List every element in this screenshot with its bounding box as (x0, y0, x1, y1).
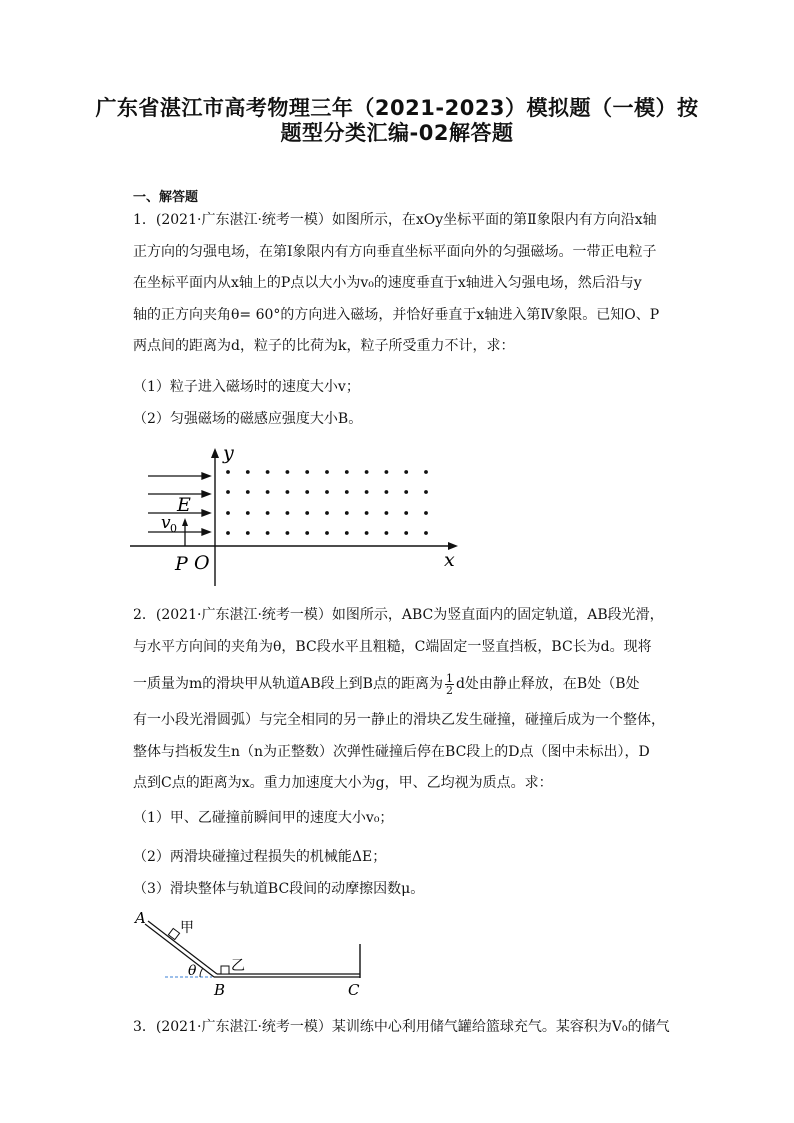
field-dot (226, 490, 230, 494)
question-1-line: 轴的正方向夹角θ= 60°的方向进入磁场，并恰好垂直于x轴进入第Ⅳ象限。已知O、P (133, 306, 660, 323)
question-1-subquestion-2: （2）匀强磁场的磁感应强度大小B。 (133, 411, 363, 427)
field-dot (404, 511, 408, 515)
question-1-text (133, 205, 663, 363)
field-dot (226, 470, 230, 474)
field-dot (345, 531, 349, 535)
one-half-fraction (445, 673, 454, 696)
field-dot (305, 490, 309, 494)
field-dot (246, 470, 250, 474)
magnetic-field-dots (226, 470, 428, 535)
field-dot (325, 531, 329, 535)
field-dot (246, 531, 250, 535)
field-dot (305, 511, 309, 515)
field-dot (424, 511, 428, 515)
point-p-label: P (175, 553, 188, 575)
origin-label: O (194, 552, 210, 574)
field-dot (286, 531, 290, 535)
y-axis-label: y (223, 442, 234, 464)
point-c-label: C (348, 981, 360, 999)
x-axis-label: x (444, 549, 455, 571)
field-dot (266, 511, 270, 515)
question-3-line: 3．(2021·广东湛江·统考一模）某训练中心利用储气罐给篮球充气。某容积为V₀的储气 (133, 1019, 670, 1035)
field-dot (325, 490, 329, 494)
fraction-numerator: 1 (445, 671, 453, 685)
question-2-line: 与水平方向间的夹角为θ，BC段水平且粗糙，C端固定一竖直挡板，BC长为d。现将 (133, 638, 652, 655)
field-dot (385, 470, 389, 474)
field-dot (325, 470, 329, 474)
question-2-line-3-end: d处由静止释放，在B处（B处 (455, 676, 640, 692)
field-dot (266, 490, 270, 494)
question-1-line: 两点间的距离为d，粒子的比荷为k，粒子所受重力不计，求： (133, 338, 515, 354)
field-dot (365, 511, 369, 515)
velocity-label: v (161, 513, 171, 533)
question-2-subquestion-3: （3）滑块整体与轨道BC段间的动摩擦因数μ。 (133, 881, 425, 897)
field-dot (345, 511, 349, 515)
field-dot (345, 470, 349, 474)
field-label-e: E (177, 494, 191, 516)
field-dot (286, 511, 290, 515)
field-dot (226, 511, 230, 515)
question-2-text (133, 600, 663, 800)
field-dot (246, 511, 250, 515)
field-dot (365, 470, 369, 474)
section-heading: 一、解答题 (133, 190, 199, 205)
point-b-label: B (214, 981, 226, 999)
question-1-line: 在坐标平面内从x轴上的P点以大小为v₀的速度垂直于x轴进入匀强电场，然后沿与y (133, 275, 642, 291)
velocity-label-subscript: 0 (170, 522, 177, 535)
question-1-figure (130, 440, 470, 590)
document-title-line-2: 题型分类汇编-02解答题 (280, 121, 514, 145)
fraction-denominator: 2 (445, 683, 453, 697)
question-1-line: 1．(2021·广东湛江·统考一模）如图所示，在xOy坐标平面的第Ⅱ象限内有方向沿x轴 (133, 212, 657, 228)
field-dot (286, 470, 290, 474)
field-dot (325, 511, 329, 515)
question-2-line: 整体与挡板发生n（n为正整数）次弹性碰撞后停在BC段上的D点（图中未标出），D (133, 743, 650, 760)
block-yi (221, 966, 229, 974)
field-dot (345, 490, 349, 494)
field-dot (286, 490, 290, 494)
question-1-line: 正方向的匀强电场，在第Ⅰ象限内有方向垂直坐标平面向外的匀强磁场。一带正电粒子 (133, 243, 657, 260)
field-dot (385, 531, 389, 535)
field-dot (365, 490, 369, 494)
question-2-figure (130, 908, 370, 1000)
block-yi-label: 乙 (231, 958, 245, 974)
velocity-arrow-icon (182, 518, 188, 526)
field-dot (385, 511, 389, 515)
field-dot (424, 531, 428, 535)
field-dot (266, 470, 270, 474)
question-3-text (133, 1012, 670, 1044)
question-2-line-3-start: 一质量为m的滑块甲从轨道AB段上到B点的距离为 (133, 676, 443, 692)
field-dot (404, 470, 408, 474)
field-dot (424, 470, 428, 474)
field-dot (365, 531, 369, 535)
question-2-line: 2．(2021·广东湛江·统考一模）如图所示，ABC为竖直面内的固定轨道，AB段光滑， (133, 607, 664, 623)
field-dot (385, 490, 389, 494)
point-a-label: A (135, 909, 146, 927)
question-2-line (133, 663, 663, 705)
field-dot (246, 490, 250, 494)
document-title-line-1: 广东省湛江市高考物理三年（2021-2023）模拟题（一模）按 (95, 96, 699, 120)
question-2-subquestion-1: （1）甲、乙碰撞前瞬间甲的速度大小v₀； (133, 810, 394, 826)
field-dot (404, 490, 408, 494)
angle-arc (200, 968, 203, 977)
y-axis-arrow-icon (211, 448, 219, 458)
angle-theta-label: θ (188, 963, 197, 979)
question-2-line: 有一小段光滑圆弧）与完全相同的另一静止的滑块乙发生碰撞，碰撞后成为一个整体， (133, 712, 665, 728)
field-dot (226, 531, 230, 535)
block-jia-label: 甲 (180, 920, 194, 936)
question-2-subquestion-2: （2）两滑块碰撞过程损失的机械能ΔE； (133, 849, 387, 865)
field-dot (404, 531, 408, 535)
field-dot (305, 531, 309, 535)
field-dot (424, 490, 428, 494)
question-2-line: 点到C点的距离为x。重力加速度大小为g，甲、乙均视为质点。求： (133, 775, 553, 791)
question-1-subquestion-1: （1）粒子进入磁场时的速度大小v； (133, 379, 360, 395)
field-dot (305, 470, 309, 474)
field-dot (266, 531, 270, 535)
